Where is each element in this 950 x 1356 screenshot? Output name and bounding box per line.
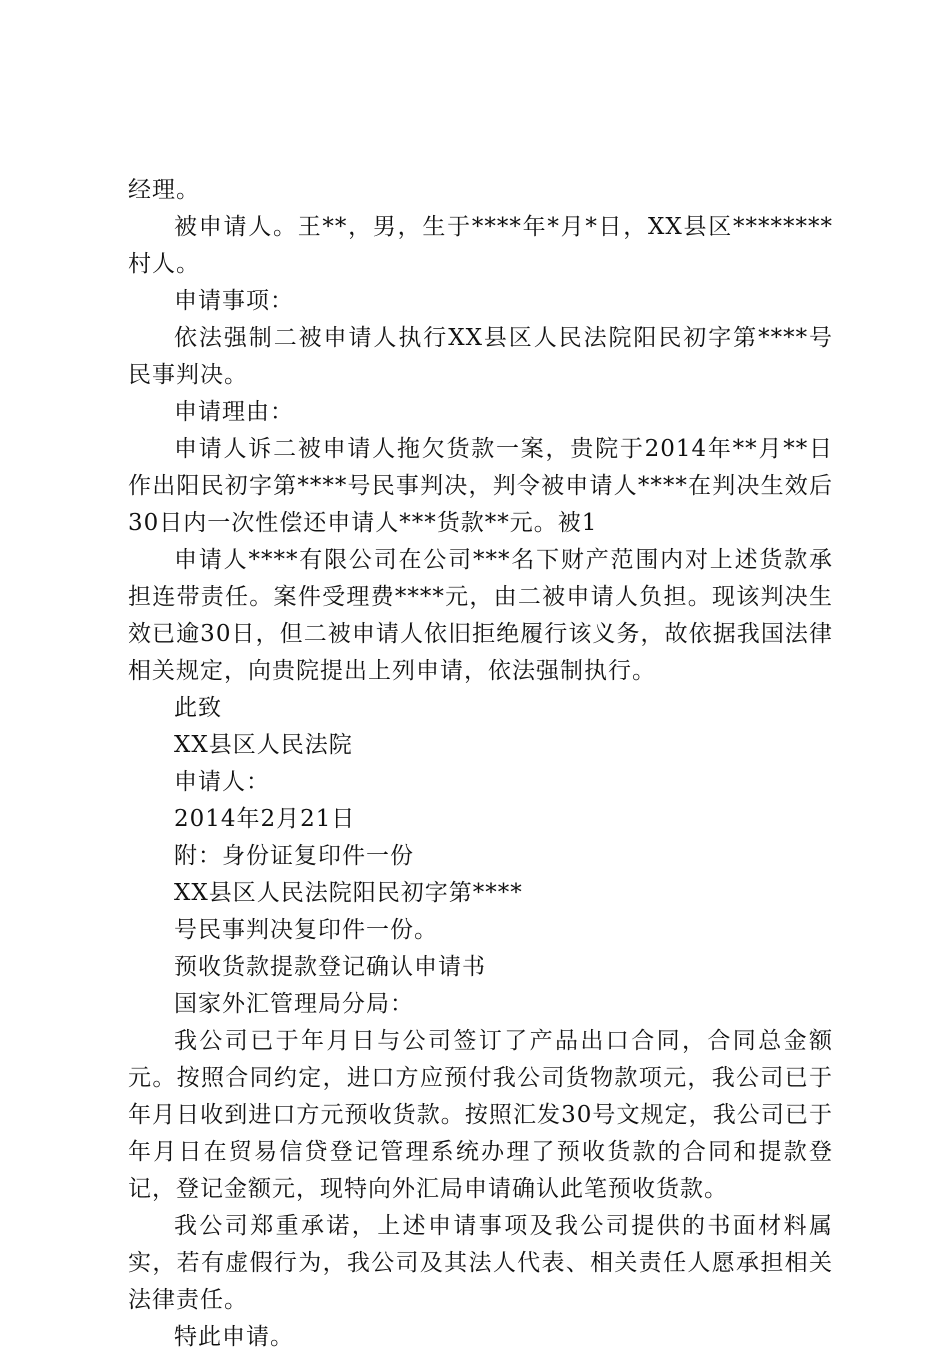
closing-statement: 特此申请。: [174, 1324, 294, 1350]
attachment-judgment-line-1: XX县区人民法院阳民初字第****: [174, 880, 523, 906]
document-date: 2014年2月21日: [174, 806, 356, 832]
paragraph-reasons-2: 申请人****有限公司在公司***名下财产范围内对上述货款承担连带责任。案件受理费****元，由二被申请人负担。现该判决生效已逾30日，但二被申请人依旧拒绝履行该义务，故依据我国法律相关规定，向贵院提出上列申请，依法强制执行。: [128, 547, 833, 684]
paragraph-commitment: 我公司郑重承诺，上述申请事项及我公司提供的书面材料属实，若有虚假行为，我公司及其法人代表、相关责任人愿承担相关法律责任。: [128, 1213, 833, 1313]
heading-application-reasons: 申请理由：: [174, 399, 294, 425]
attachment-judgment-line-2: 号民事判决复印件一份。: [174, 917, 438, 943]
paragraph-continuation: 经理。: [128, 177, 200, 203]
paragraph-contract-details: 我公司已于年月日与公司签订了产品出口合同，合同总金额元。按照合同约定，进口方应预付我公司货物款项元，我公司已于年月日收到进口方元预收货款。按照汇发30号文规定，我公司已于年月日在贸易信贷登记管理系统办理了预收货款的合同和提款登记，登记金额元，现特向外汇局申请确认此笔预收货款。: [128, 1028, 833, 1202]
attachment-id-copy: 附：身份证复印件一份: [174, 843, 414, 869]
applicant-signature-label: 申请人：: [174, 769, 270, 795]
paragraph-respondent: 被申请人。王**，男，生于****年*月*日，XX县区********村人。: [128, 214, 833, 277]
heading-application-matters: 申请事项：: [174, 288, 294, 314]
second-document-addressee: 国家外汇管理局分局：: [174, 991, 414, 1017]
second-document-title: 预收货款提款登记确认申请书: [174, 954, 486, 980]
paragraph-application-matters: 依法强制二被申请人执行XX县区人民法院阳民初字第****号民事判决。: [128, 325, 833, 388]
paragraph-reasons-1: 申请人诉二被申请人拖欠货款一案，贵院于2014年**月**日作出阳民初字第****号民事判决，判令被申请人****在判决生效后30日内一次性偿还申请人***货款**元。被1: [128, 436, 833, 536]
document-body: [128, 172, 833, 1356]
salutation-to: 此致: [174, 695, 222, 721]
addressee-court: XX县区人民法院: [174, 732, 353, 758]
